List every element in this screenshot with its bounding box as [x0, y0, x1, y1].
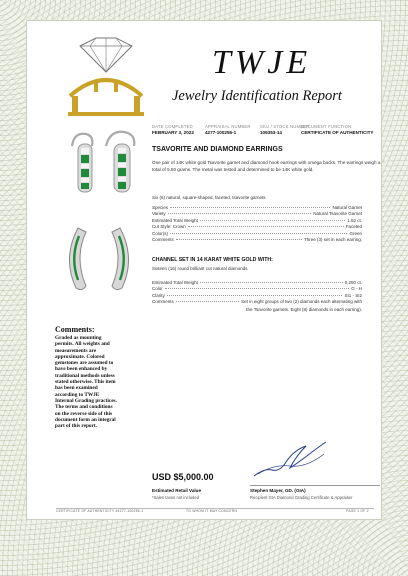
- spec-label: Color(s): [152, 230, 169, 236]
- brand-name: TWJE: [212, 44, 312, 81]
- meta-label-date: DATE COMPLETED: [152, 124, 193, 129]
- spec-label: Comments: [152, 299, 174, 305]
- retail-sub: *Sales taxes not included: [152, 495, 200, 500]
- earrings-back-view-image: [60, 222, 142, 294]
- meta-value-function: CERTIFICATE OF AUTHENTICITY: [301, 130, 374, 135]
- item-title: TSAVORITE AND DIAMOND EARRINGS: [152, 146, 283, 153]
- meta-label-function: DOCUMENT FUNCTION: [301, 124, 352, 129]
- appraiser-signature: [250, 440, 330, 480]
- garnet-spec-table: [152, 205, 362, 243]
- footer-page-number: PAGE 1 OF 2: [346, 509, 369, 513]
- footer-certificate-number: CERTIFICATE OF AUTHENTICITY #4277-100255-1: [56, 509, 144, 513]
- comments-text: Graded as mounting permits. All weights and measurements are approximate. Colored gemstones are assumed to have been enhanced by traditional methods unless stated otherwise. This item has been examined according to TWJE Internal Grading practices. The terms and conditions on the reverse side of this document form an integral part of this report.: [55, 335, 117, 430]
- spec-label: Estimated Total Weight: [152, 280, 198, 285]
- comments-block: [55, 325, 117, 429]
- meta-value-appraisal: 4277-100255-1: [205, 130, 237, 135]
- meta-label-sku: SKU / STOCK NUMBER: [260, 124, 310, 129]
- retail-label: Estimated Retail Value: [152, 488, 202, 493]
- spec-value: 0.250 ct.: [344, 280, 362, 285]
- spec-value: Natural Garnet: [332, 205, 362, 210]
- diamond-intro: Sixteen (16) round brilliant cut natural diamonds: [152, 266, 248, 271]
- diamond-spec-table: [152, 280, 362, 313]
- report-title: Jewelry Identification Report: [172, 88, 342, 104]
- spec-row: [152, 237, 362, 243]
- spec-label: Clarity: [152, 292, 165, 298]
- signature-line: [250, 485, 380, 486]
- spec-label: Comments: [152, 236, 174, 242]
- spec-value: SI1 - SI2: [344, 292, 362, 298]
- spec-value: 1.62 ct.: [347, 217, 362, 223]
- spec-value: Natural Tsavorite Garnet: [313, 211, 362, 217]
- diamond-note: the Tsavorite garnets. Eight (8) diamonds in each earring).: [246, 306, 362, 312]
- spec-value: G - H: [351, 286, 362, 292]
- meta-label-appraisal: APPRAISAL NUMBER: [205, 124, 251, 129]
- spec-value: Three (3) set in each earring.: [303, 236, 362, 242]
- earrings-side-view-image: [64, 128, 146, 198]
- spec-label: Estimated Total Weight: [152, 217, 198, 223]
- garnet-intro: Six (6) natural, square-shaped, faceted, tsavorite garnets: [152, 195, 266, 200]
- item-description: One pair of 14K white gold Tsavorite garnet and diamond hook earrings with omega backs. The earrings weigh a total of 5.50 grams. The metal was tested and determined to be 14K white gold.: [152, 160, 381, 172]
- retail-price: USD $5,000.00: [152, 472, 214, 482]
- appraiser-name: Stephen Mayer, GD. (GIA): [250, 488, 306, 493]
- spec-label: Color: [152, 286, 163, 292]
- spec-value: Set in eight groups of two (2) diamonds each alternating with: [241, 299, 362, 305]
- channel-title: CHANNEL SET IN 14 KARAT WHITE GOLD WITH:: [152, 257, 273, 263]
- meta-value-sku: 109353-14: [260, 130, 282, 135]
- spec-label: Cut Style: Crown: [152, 224, 186, 230]
- appraiser-credentials: Recipient GIA Diamond Grading Certificate & Appraiser: [250, 495, 353, 500]
- spec-label: Species: [152, 205, 169, 210]
- spec-value: Green: [349, 230, 362, 236]
- meta-value-date: FEBRUARY 3, 2022: [152, 130, 194, 135]
- comments-heading: Comments:: [55, 325, 95, 334]
- footer-recipient: TO WHOM IT MAY CONCERN: [186, 509, 238, 513]
- spec-label: Variety: [152, 211, 166, 217]
- spec-value: Faceted: [345, 224, 362, 230]
- diamond-crown-logo: [60, 36, 152, 118]
